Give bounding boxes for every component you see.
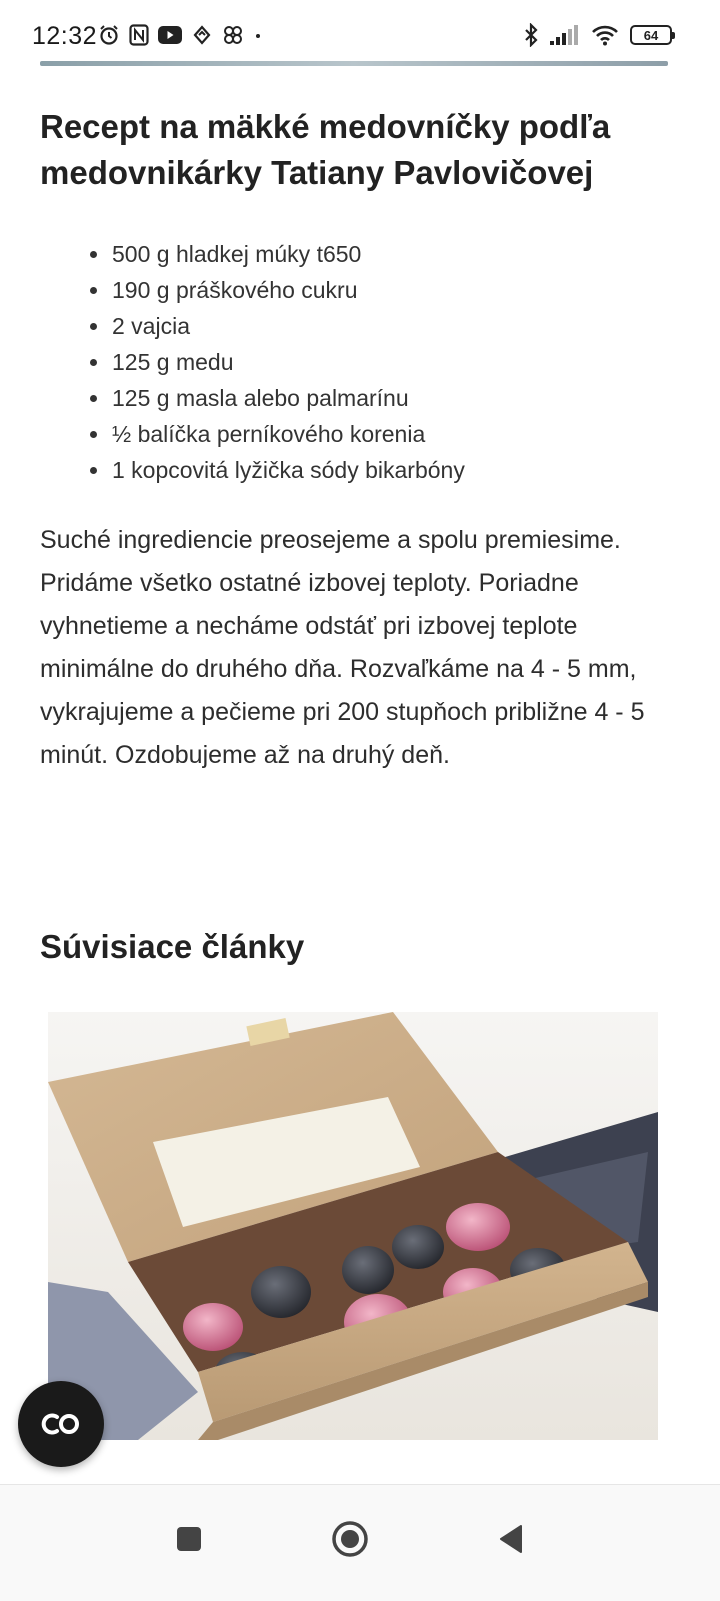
ingredient-item: 1 kopcovitá lyžička sódy bikarbóny — [80, 452, 465, 488]
ingredient-item: 125 g masla alebo palmarínu — [80, 380, 465, 416]
dot-icon — [253, 30, 263, 40]
wifi-icon — [591, 24, 619, 46]
recipe-instructions: Suché ingrediencie preosejeme a spolu premiesime. Pridáme všetko ostatné izbovej teploty. Poriadne vyhnetieme a necháme odstáť pri izbovej teplote minimálne do druhého dňa. Rozvaľkáme na 4 - 5 mm, vykrajujeme a pečieme pri 200 stupňoch približne 4 - 5 minút. Ozdobujeme až na druhý deň. — [40, 526, 645, 769]
youtube-icon — [158, 26, 182, 44]
related-article-image[interactable] — [48, 1012, 658, 1440]
ingredient-item: 125 g medu — [80, 344, 465, 380]
home-circle-icon — [331, 1520, 369, 1558]
app-icon — [191, 24, 213, 46]
related-articles-heading: Súvisiace články — [40, 928, 305, 965]
ingredient-item: 500 g hladkej múky t650 — [80, 236, 465, 272]
co-icon — [38, 1411, 84, 1437]
nfc-icon — [129, 24, 149, 46]
floating-co-button[interactable] — [18, 1381, 104, 1467]
back-button[interactable] — [481, 1509, 541, 1569]
status-bar — [0, 0, 720, 62]
status-time: 12:32 — [32, 22, 98, 50]
battery-level: 64 — [643, 27, 659, 43]
navigation-bar — [0, 1484, 720, 1601]
battery-icon — [630, 25, 672, 45]
pinwheel-icon — [222, 24, 244, 46]
status-icons-right — [523, 23, 672, 47]
ingredient-item: 2 vajcia — [80, 308, 465, 344]
home-button[interactable] — [320, 1509, 380, 1569]
ingredient-item: 190 g práškového cukru — [80, 272, 465, 308]
ingredient-item: ½ balíčka perníkového korenia — [80, 416, 465, 452]
square-icon — [175, 1525, 203, 1553]
back-triangle-icon — [497, 1524, 525, 1554]
signal-icon — [550, 25, 580, 45]
recents-button[interactable] — [159, 1509, 219, 1569]
recipe-title: Recept na mäkké medovníčky podľa medovnikárky Tatiany Pavlovičovej — [40, 108, 611, 191]
pralines-box-illustration — [48, 1012, 658, 1440]
alarm-icon — [98, 24, 120, 46]
header-divider — [40, 61, 668, 66]
bluetooth-icon — [523, 23, 539, 47]
ingredient-list — [80, 236, 465, 488]
status-icons-left — [98, 24, 263, 46]
